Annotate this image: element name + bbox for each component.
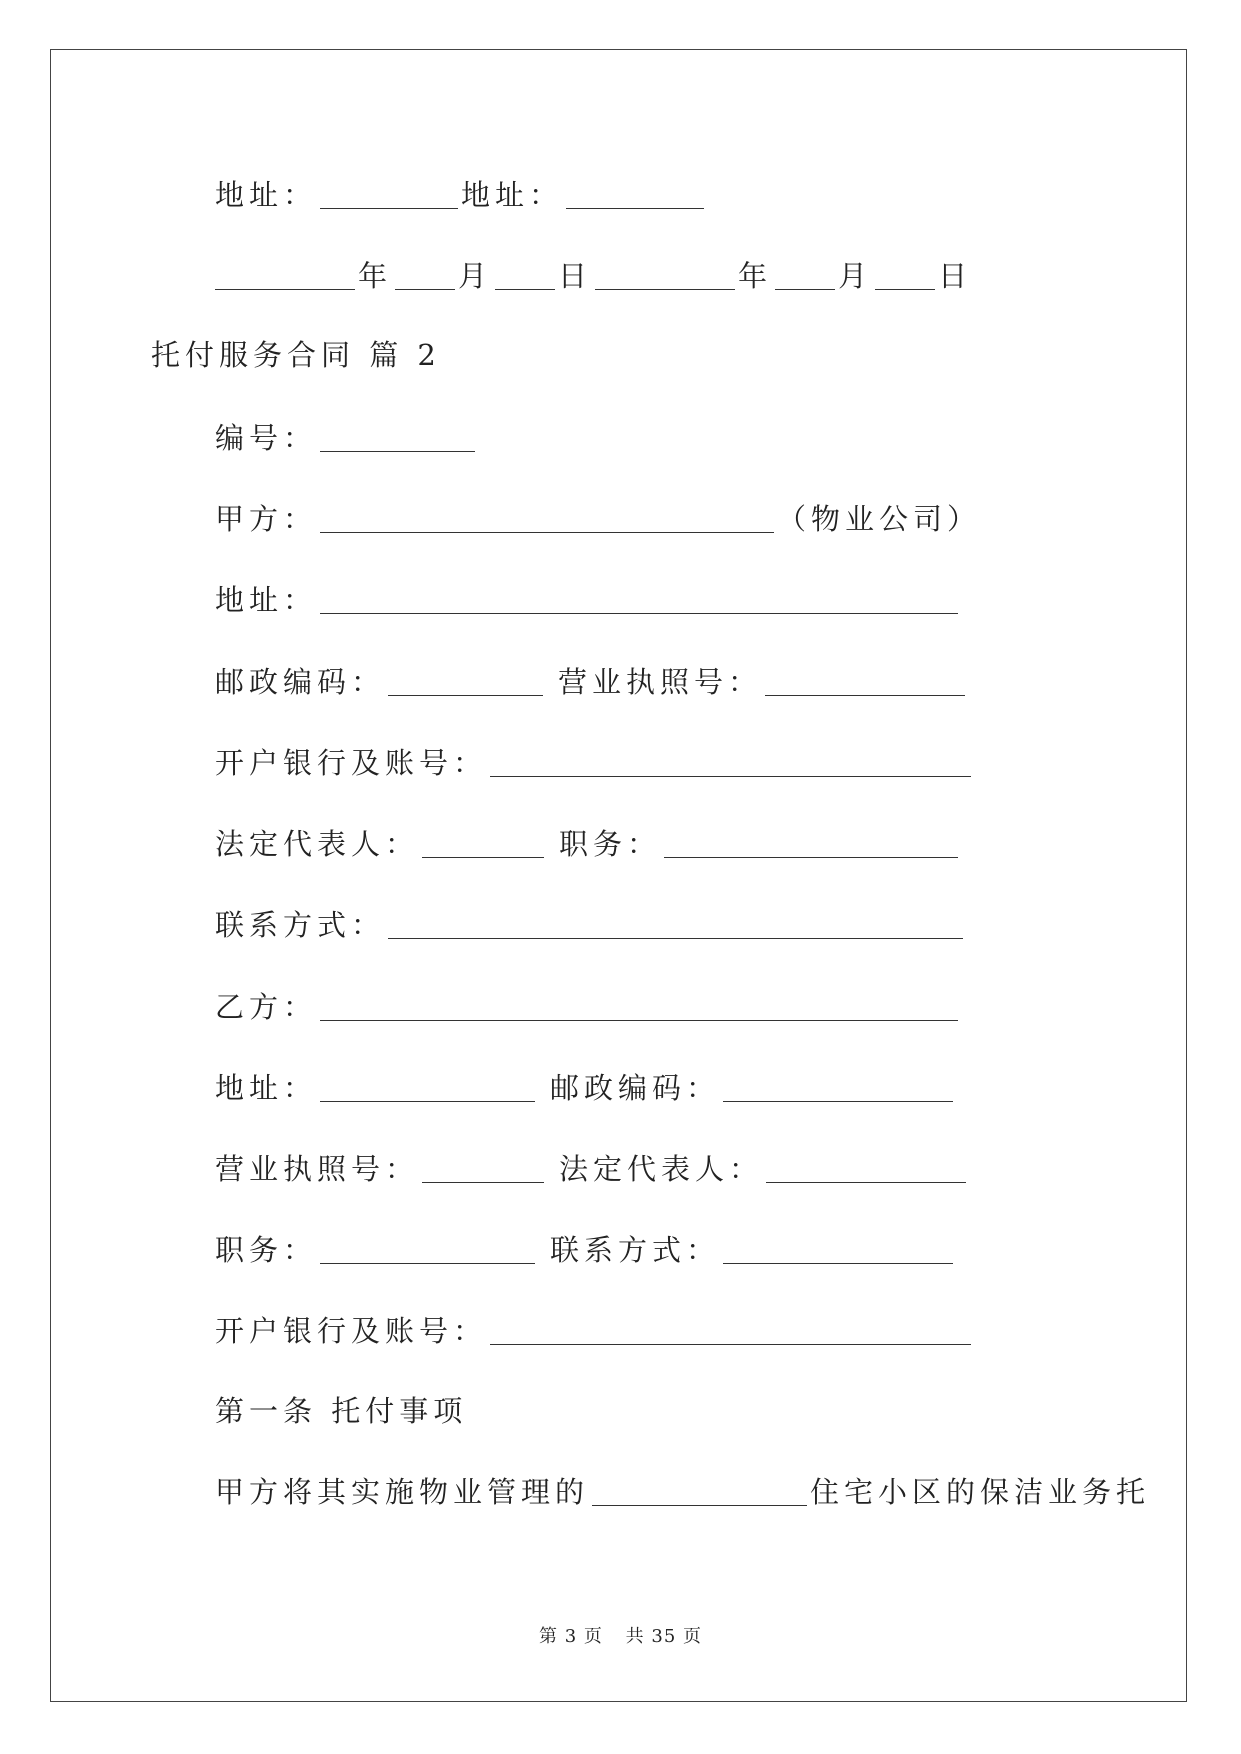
page-number: 第 3 页 bbox=[539, 1626, 603, 1647]
party-a-note: （物业公司） bbox=[777, 502, 982, 536]
address-label-a: 地址： bbox=[215, 178, 318, 212]
b-postcode-blank bbox=[723, 1075, 953, 1102]
party-b-blank bbox=[320, 994, 958, 1021]
b-contact-blank bbox=[723, 1237, 953, 1264]
address-label-b: 地址： bbox=[461, 178, 564, 212]
year-label-a: 年 bbox=[358, 259, 393, 293]
day-blank-a bbox=[495, 263, 555, 290]
party-a-blank bbox=[320, 506, 774, 533]
section-title: 托付服务合同 篇 2 bbox=[151, 338, 441, 372]
party-a-label: 甲方： bbox=[215, 502, 318, 536]
b-contact-label: 联系方式： bbox=[550, 1233, 721, 1267]
day-label-a: 日 bbox=[558, 259, 593, 293]
day-label-b: 日 bbox=[938, 259, 973, 293]
page-border bbox=[50, 49, 1187, 1702]
address-blank bbox=[320, 587, 958, 614]
b-license-label: 营业执照号： bbox=[215, 1152, 420, 1186]
b-bank-blank bbox=[490, 1318, 971, 1345]
month-label-b: 月 bbox=[838, 259, 873, 293]
b-bank-label: 开户银行及账号： bbox=[215, 1314, 488, 1348]
b-position-contact-row bbox=[215, 1230, 956, 1270]
b-legal-rep-blank bbox=[766, 1156, 966, 1183]
b-postcode-label: 邮政编码： bbox=[550, 1071, 721, 1105]
contact-blank bbox=[388, 912, 963, 939]
number-label: 编号： bbox=[215, 421, 318, 455]
party-b-label: 乙方： bbox=[215, 990, 318, 1024]
article-1-text-before: 甲方将其实施物业管理的 bbox=[215, 1475, 590, 1509]
bank-label: 开户银行及账号： bbox=[215, 746, 488, 780]
signature-address-row bbox=[215, 175, 707, 215]
position-label: 职务： bbox=[559, 827, 662, 861]
bank-blank bbox=[490, 750, 971, 777]
bank-row bbox=[215, 743, 974, 783]
signature-date-row bbox=[212, 256, 972, 296]
b-address-blank bbox=[320, 1075, 535, 1102]
day-blank-b bbox=[875, 263, 935, 290]
contact-label: 联系方式： bbox=[215, 908, 386, 942]
page-footer bbox=[0, 1622, 1241, 1648]
postcode-label: 邮政编码： bbox=[215, 665, 386, 699]
address-blank-b bbox=[566, 182, 704, 209]
month-blank-b bbox=[775, 263, 835, 290]
b-address-postcode-row bbox=[215, 1068, 956, 1108]
article-1-heading: 第一条 托付事项 bbox=[215, 1394, 468, 1428]
b-position-blank bbox=[320, 1237, 535, 1264]
contact-row bbox=[215, 905, 966, 945]
page-total: 共 35 页 bbox=[625, 1626, 702, 1647]
b-address-label: 地址： bbox=[215, 1071, 318, 1105]
address-label: 地址： bbox=[215, 583, 318, 617]
b-legal-rep-label: 法定代表人： bbox=[559, 1152, 764, 1186]
legal-rep-label: 法定代表人： bbox=[215, 827, 420, 861]
license-label: 营业执照号： bbox=[558, 665, 763, 699]
postcode-blank bbox=[388, 669, 543, 696]
article-1-text bbox=[215, 1472, 1150, 1512]
month-blank-a bbox=[395, 263, 455, 290]
year-blank-b bbox=[595, 263, 735, 290]
number-row bbox=[215, 418, 478, 458]
month-label-a: 月 bbox=[458, 259, 493, 293]
postcode-license-row bbox=[215, 662, 968, 702]
b-position-label: 职务： bbox=[215, 1233, 318, 1267]
legal-rep-position-row bbox=[215, 824, 961, 864]
article-1-blank bbox=[592, 1479, 807, 1506]
b-license-blank bbox=[422, 1156, 544, 1183]
article-1-text-after: 住宅小区的保洁业务托 bbox=[810, 1475, 1151, 1509]
year-blank-a bbox=[215, 263, 355, 290]
license-blank bbox=[765, 669, 965, 696]
party-a-row bbox=[215, 499, 981, 539]
year-label-b: 年 bbox=[738, 259, 773, 293]
party-b-row bbox=[215, 987, 961, 1027]
b-license-legal-rep-row bbox=[215, 1149, 969, 1189]
address-blank-a bbox=[320, 182, 458, 209]
b-bank-row bbox=[215, 1311, 974, 1351]
address-row bbox=[215, 580, 961, 620]
number-blank bbox=[320, 425, 475, 452]
legal-rep-blank bbox=[422, 831, 544, 858]
position-blank bbox=[664, 831, 958, 858]
